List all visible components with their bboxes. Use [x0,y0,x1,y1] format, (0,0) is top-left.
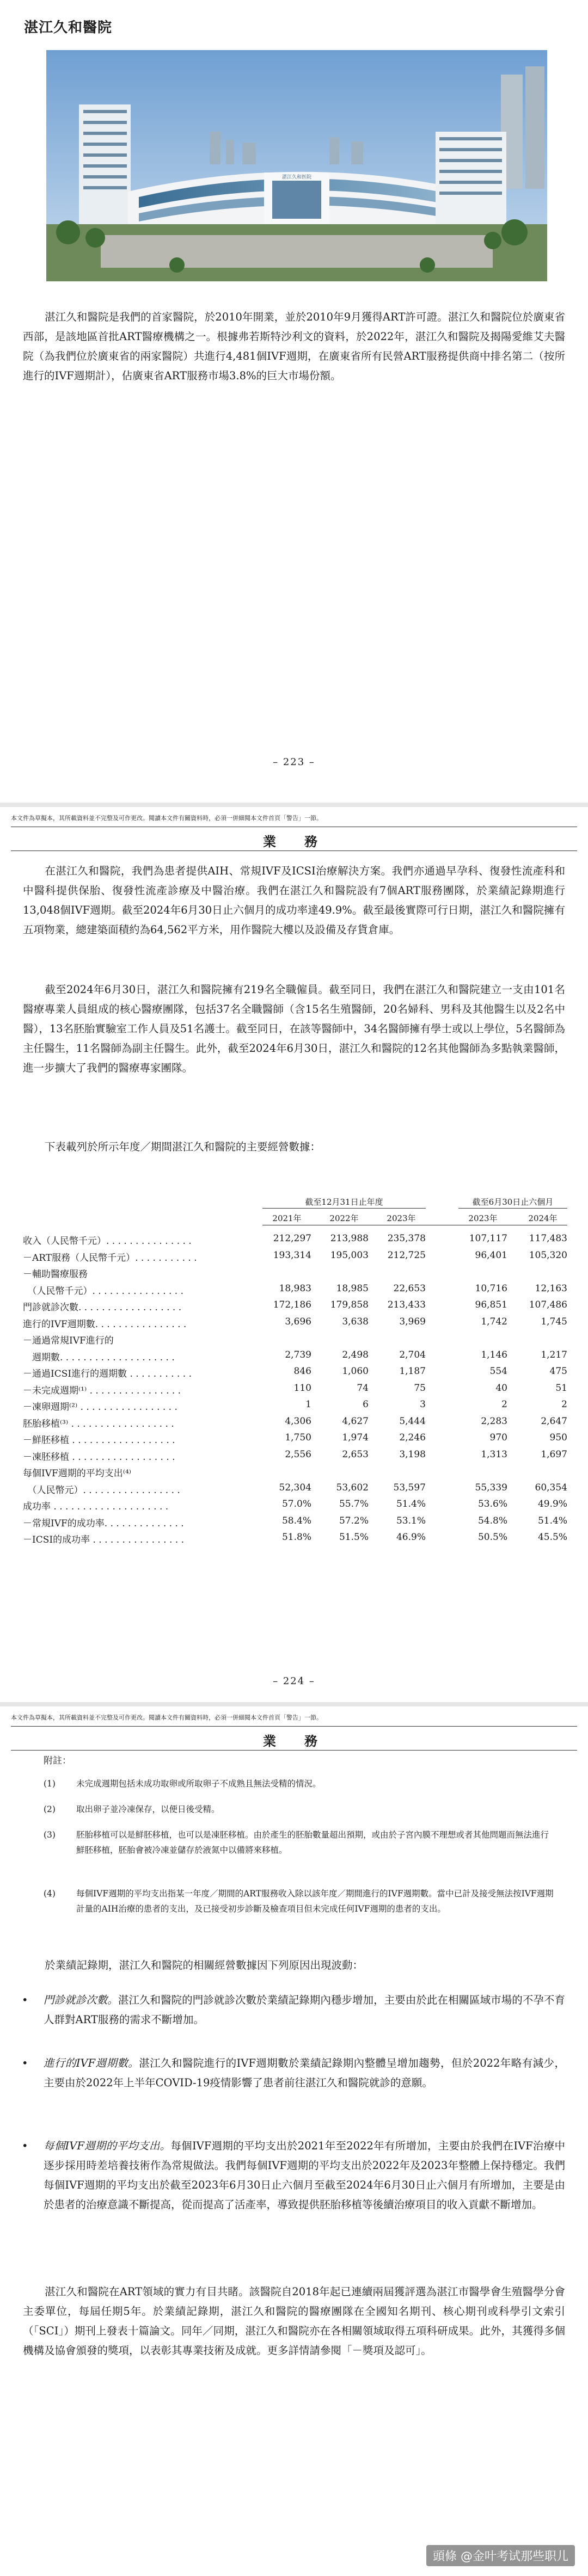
table-cell: 53.6% [477,1499,507,1509]
table-cell: 51.5% [339,1532,369,1543]
table-column-header: 2021年 [272,1213,302,1223]
hospital-heading: 湛江久和醫院 [24,20,113,36]
table-cell: 117,483 [529,1233,567,1244]
row-label: （人民幣元）. . . . . . . . . . . . . . . . . [23,1484,180,1496]
photo-sign-text: 湛江久和医院 [281,175,312,180]
fluctuation-intro: 於業績記錄期，湛江久和醫院的相關經營數據因下列原因出現波動： [45,1959,364,1971]
bullet-item: • 門診就診次數。湛江久和醫院的門診就診次數於業績記錄期內穩步增加，主要由於此在相關區域市場的不孕不育人群對ART服務的需求不斷增加。 [22,1994,565,2026]
table-cell: 40 [495,1382,507,1394]
table-cell: 107,117 [469,1233,507,1244]
table-row [23,1266,567,1283]
table-row [23,1532,567,1548]
table-cell: 2,739 [285,1349,311,1360]
table-cell: 55,339 [475,1482,507,1493]
table-cell: 212,297 [273,1233,311,1244]
page-number: – 223 – [273,756,315,768]
table-row [23,1333,567,1349]
table-cell: 970 [489,1432,507,1443]
table-column-header: 2023年 [387,1213,416,1223]
table-row [23,1233,567,1249]
row-label: －凍胚移植 . . . . . . . . . . . . . . . . . . [23,1451,175,1463]
row-label: 進行的IVF週期數. . . . . . . . . . . . . . . . [23,1318,187,1330]
table-cell: 18,983 [279,1283,311,1294]
table-row [23,1465,567,1482]
row-label: （人民幣千元）. . . . . . . . . . . . . . . . [23,1285,184,1297]
table-cell: 46.9% [396,1532,426,1543]
table-cell: 57.0% [281,1499,311,1509]
table-column-header: 2022年 [329,1213,359,1223]
table-cell: 74 [357,1382,369,1394]
table-row [23,1349,567,1366]
table-cell: 2,246 [399,1432,426,1443]
table-cell: 4,306 [285,1415,311,1427]
table-cell: 475 [549,1366,567,1377]
table-cell: 1,742 [481,1316,507,1327]
row-label: 週期數. . . . . . . . . . . . . . . . . . . . [23,1352,175,1363]
row-label: 門診就診次數. . . . . . . . . . . . . . . . . . [23,1302,182,1313]
watermark: 頭條 @金叶考试那些职儿 [426,2545,575,2566]
table-intro: 下表載列於所示年度／期間湛江久和醫院的主要經營數據： [45,1141,321,1153]
table-cell: 235,378 [387,1233,426,1244]
footnote: (2) 取出卵子並冷凍保存，以便日後受精。 [44,1804,220,1814]
table-row [23,1499,567,1515]
table-cell: 3,638 [342,1316,369,1327]
bullet-item: • 每個IVF週期的平均支出。每個IVF週期的平均支出於2021年至2022年有所增加，主要由於我們在IVF治療中逐步採用時差培養技術作為常規做法。我們每個IVF週期的平均支出於2022年及2023年整體上保持穩定。我們每個IVF週期的平均支出於截至2023年6月30日止六個月至截至2024年6月30日止六個月有所增加，主要是由於患者的治療意識不斷提高，從而提高了活產率，導致提供胚胎移植等後續治療項目的收入貢獻不斷增加。 [22,2140,565,2211]
table-cell: 53,597 [393,1482,426,1493]
table-cell: 213,988 [330,1233,369,1244]
table-cell: 212,725 [387,1249,426,1261]
treatment-paragraph: 在湛江久和醫院，我們為患者提供AIH、常規IVF及ICSI治療解決方案。我們亦通過早孕科、復發性流產科和中醫科提供保胎、復發性流產診療及中醫治療。我們在湛江久和醫院設有7個ART服務團隊，於業績記錄期進行13,048個IVF週期。截至2024年6月30日止六個月的成功率達49.9%。截至最後實際可行日期，湛江久和醫院擁有五項物業，總建築面積約為64,562平方米，用作醫院大樓以及設備及存貨倉庫。 [23,865,565,936]
draft-disclaimer: 本文件為草擬本，其所載資料並不完整及可作更改。閱讀本文件有關資料時，必須一併細閱本文件首頁「警告」一節。 [11,1714,322,1721]
table-cell: 51 [555,1382,567,1394]
table-cell: 51.8% [281,1532,311,1543]
table-cell: 5,444 [399,1415,426,1427]
table-cell: 53.1% [396,1515,426,1526]
table-cell: 1,217 [541,1349,567,1360]
table-row [23,1399,567,1415]
table-row [23,1283,567,1299]
table-cell: 193,314 [273,1249,311,1261]
row-label: －輔助醫療服務 [23,1269,88,1280]
table-cell: 105,320 [529,1249,567,1261]
staff-paragraph: 截至2024年6月30日，湛江久和醫院擁有219名全職僱員。截至同日，我們在湛江久和醫院建立一支由101名醫療專業人員組成的核心醫療團隊，包括37名全職醫師（含15名生殖醫師，20名婦科、男科及其他醫生以及2名中醫），13名胚胎實驗室工作人員及51名護士。截至同日，在該等醫師中，34名醫師擁有學士或以上學位，5名醫師為主任醫生，11名醫師為副主任醫生。此外，截至2024年6月30日，湛江久和醫院的12名其他醫師為多點執業醫師，進一步擴大了我們的醫療專家團隊。 [23,983,565,1074]
notes-heading: 附註： [44,1755,71,1766]
document-page-224 [0,807,588,1702]
table-group-header: 截至12月31日止年度 [305,1197,383,1207]
table-cell: 2 [561,1399,567,1410]
table-cell: 1,745 [541,1316,567,1327]
row-label: －通過常規IVF進行的 [23,1335,114,1346]
table-group-header: 截至6月30日止六個月 [472,1197,554,1207]
table-cell: 554 [489,1366,507,1377]
table-cell: 6 [363,1399,369,1410]
row-label: －未完成週期⁽¹⁾ . . . . . . . . . . . . . . . . [23,1385,181,1396]
table-row [23,1515,567,1532]
row-label: －凍卵週期⁽²⁾ . . . . . . . . . . . . . . . . . [23,1402,177,1413]
bullet-item: • 進行的IVF週期數。湛江久和醫院進行的IVF週期數於業績記錄期內整體呈增加趨勢，但於2022年略有減少，主要由於2022年上半年COVID-19疫情影響了患者前往湛江久和醫院就診的意願。 [22,2057,565,2089]
table-cell: 50.5% [477,1532,507,1543]
table-cell: 18,985 [336,1283,369,1294]
table-cell: 10,716 [475,1283,507,1294]
table-row [23,1250,567,1266]
row-label: －ICSI的成功率 . . . . . . . . . . . . . . . . [23,1534,185,1545]
table-cell: 107,486 [529,1299,567,1310]
table-cell: 53,602 [336,1482,369,1493]
table-cell: 3,198 [399,1449,426,1460]
row-label: －常規IVF的成功率. . . . . . . . . . . . . . [23,1518,184,1529]
table-cell: 49.9% [537,1499,567,1509]
table-cell: 172,186 [273,1299,311,1310]
table-cell: 2,647 [541,1415,567,1427]
table-cell: 2 [501,1399,507,1410]
table-column-header: 2024年 [528,1213,558,1223]
table-cell: 22,653 [393,1283,426,1294]
table-cell: 3 [420,1399,426,1410]
table-cell: 96,851 [475,1299,507,1310]
table-cell: 60,354 [535,1482,567,1493]
table-cell: 52,304 [279,1482,311,1493]
document-page-223 [0,0,588,803]
table-cell: 57.2% [339,1515,369,1526]
row-label: －ART服務（人民幣千元）. . . . . . . . . . . [23,1252,197,1264]
table-cell: 96,401 [475,1249,507,1261]
row-label: 收入（人民幣千元）. . . . . . . . . . . . . . . [23,1236,192,1247]
table-cell: 1,974 [342,1432,369,1443]
table-cell: 3,696 [285,1316,311,1327]
table-cell: 2,283 [481,1415,507,1427]
table-cell: 45.5% [537,1532,567,1543]
table-cell: 1,313 [481,1449,507,1460]
table-cell: 179,858 [330,1299,369,1310]
table-cell: 51.4% [537,1515,567,1526]
table-row [23,1482,567,1499]
row-label: －鮮胚移植 . . . . . . . . . . . . . . . . . . [23,1435,175,1446]
table-cell: 195,003 [330,1249,369,1261]
table-cell: 2,498 [342,1349,369,1360]
divider [11,1750,577,1751]
table-cell: 1,060 [342,1366,369,1377]
footnote: (3) 胚胎移植可以是鮮胚移植，也可以是凍胚移植。由於產生的胚胎數量超出預期，或由於子宮內膜不理想或者其他問題而無法進行鮮胚移植，胚胎會被冷凍並儲存於液氮中以備將來移植。 [44,1830,549,1855]
footnote: (4) 每個IVF週期的平均支出指某一年度／期間的ART服務收入除以該年度／期間進行的IVF週期數。當中已計及接受無法按IVF週期計量的AIH治療的患者的支出，及已接受初步診斷及檢查項目但未完成任何IVF週期的患者的支出。 [44,1889,554,1914]
table-row [23,1416,567,1432]
table-row [23,1366,567,1382]
draft-disclaimer: 本文件為草擬本，其所載資料並不完整及可作更改。閱讀本文件有關資料時，必須一併細閱本文件首頁「警告」一節。 [11,815,322,822]
achievements-paragraph: 湛江久和醫院在ART領域的實力有目共睹。該醫院自2018年起已連續兩屆獲評選為湛江市醫學會生殖醫學分會主委單位，每屆任期5年。於業績記錄期，湛江久和醫院的醫療團隊在全國知名期刊、核心期刊或科學引文索引（「SCI」）期刊上發表十篇論文。同年／同期，湛江久和醫院亦在各相關領域取得五項科研成果。此外，其獲得多個機構及協會頒發的獎項，以表彰其專業技術及成就。更多詳情請參閱「－獎項及認可」。 [23,2285,565,2357]
table-row [23,1449,567,1465]
table-cell: 1,697 [541,1449,567,1460]
row-label: 成功率 . . . . . . . . . . . . . . . . . . . . [23,1501,169,1512]
table-cell: 110 [293,1382,311,1394]
table-cell: 58.4% [281,1515,311,1526]
table-cell: 75 [414,1382,426,1394]
table-cell: 2,704 [399,1349,426,1360]
table-row [23,1316,567,1333]
hospital-description: 湛江久和醫院是我們的首家醫院，於2010年開業，並於2010年9月獲得ART許可證。湛江久和醫院位於廣東省西部，是該地區首批ART醫療機構之一。根據弗若斯特沙利文的資料，於2022年，湛江久和醫院及揭陽愛維艾夫醫院（為我們位於廣東省的兩家醫院）共進行4,481個IVF週期，在廣東省所有民營ART服務提供商中排名第二（按所進行的IVF週期計），佔廣東省ART服務市場3.8%的巨大市場份額。 [23,311,565,382]
table-cell: 846 [293,1366,311,1377]
table-cell: 4,627 [342,1415,369,1427]
section-title: 業 務 [263,1733,325,1749]
table-cell: 51.4% [396,1499,426,1509]
table-cell: 2,653 [342,1449,369,1460]
table-column-header: 2023年 [468,1213,498,1223]
divider [11,1726,577,1727]
row-label: 胚胎移植⁽³⁾ . . . . . . . . . . . . . . . . . . [23,1418,174,1429]
table-cell: 1,187 [399,1366,426,1377]
hospital-photo [46,50,547,281]
document-page-225 [0,1706,588,2576]
table-cell: 3,969 [399,1316,426,1327]
row-label: 每個IVF週期的平均支出⁽⁴⁾ [23,1468,131,1479]
table-row [23,1432,567,1449]
table-cell: 950 [549,1432,567,1443]
table-cell: 213,433 [387,1299,426,1310]
table-cell: 1,750 [285,1432,311,1443]
table-row [23,1383,567,1399]
table-cell: 55.7% [339,1499,369,1509]
table-cell: 2,556 [285,1449,311,1460]
footnote: (1) 未完成週期包括未成功取卵或所取卵子不成熟且無法受精的情況。 [44,1779,321,1789]
table-cell: 54.8% [477,1515,507,1526]
section-title: 業 務 [263,834,325,849]
table-cell: 12,163 [535,1283,567,1294]
row-label: －通過ICSI進行的週期數 . . . . . . . . . . . [23,1369,192,1379]
table-cell: 1,146 [481,1349,507,1360]
page-number: – 224 – [273,1675,315,1687]
table-cell: 1 [305,1399,311,1410]
table-row [23,1299,567,1316]
